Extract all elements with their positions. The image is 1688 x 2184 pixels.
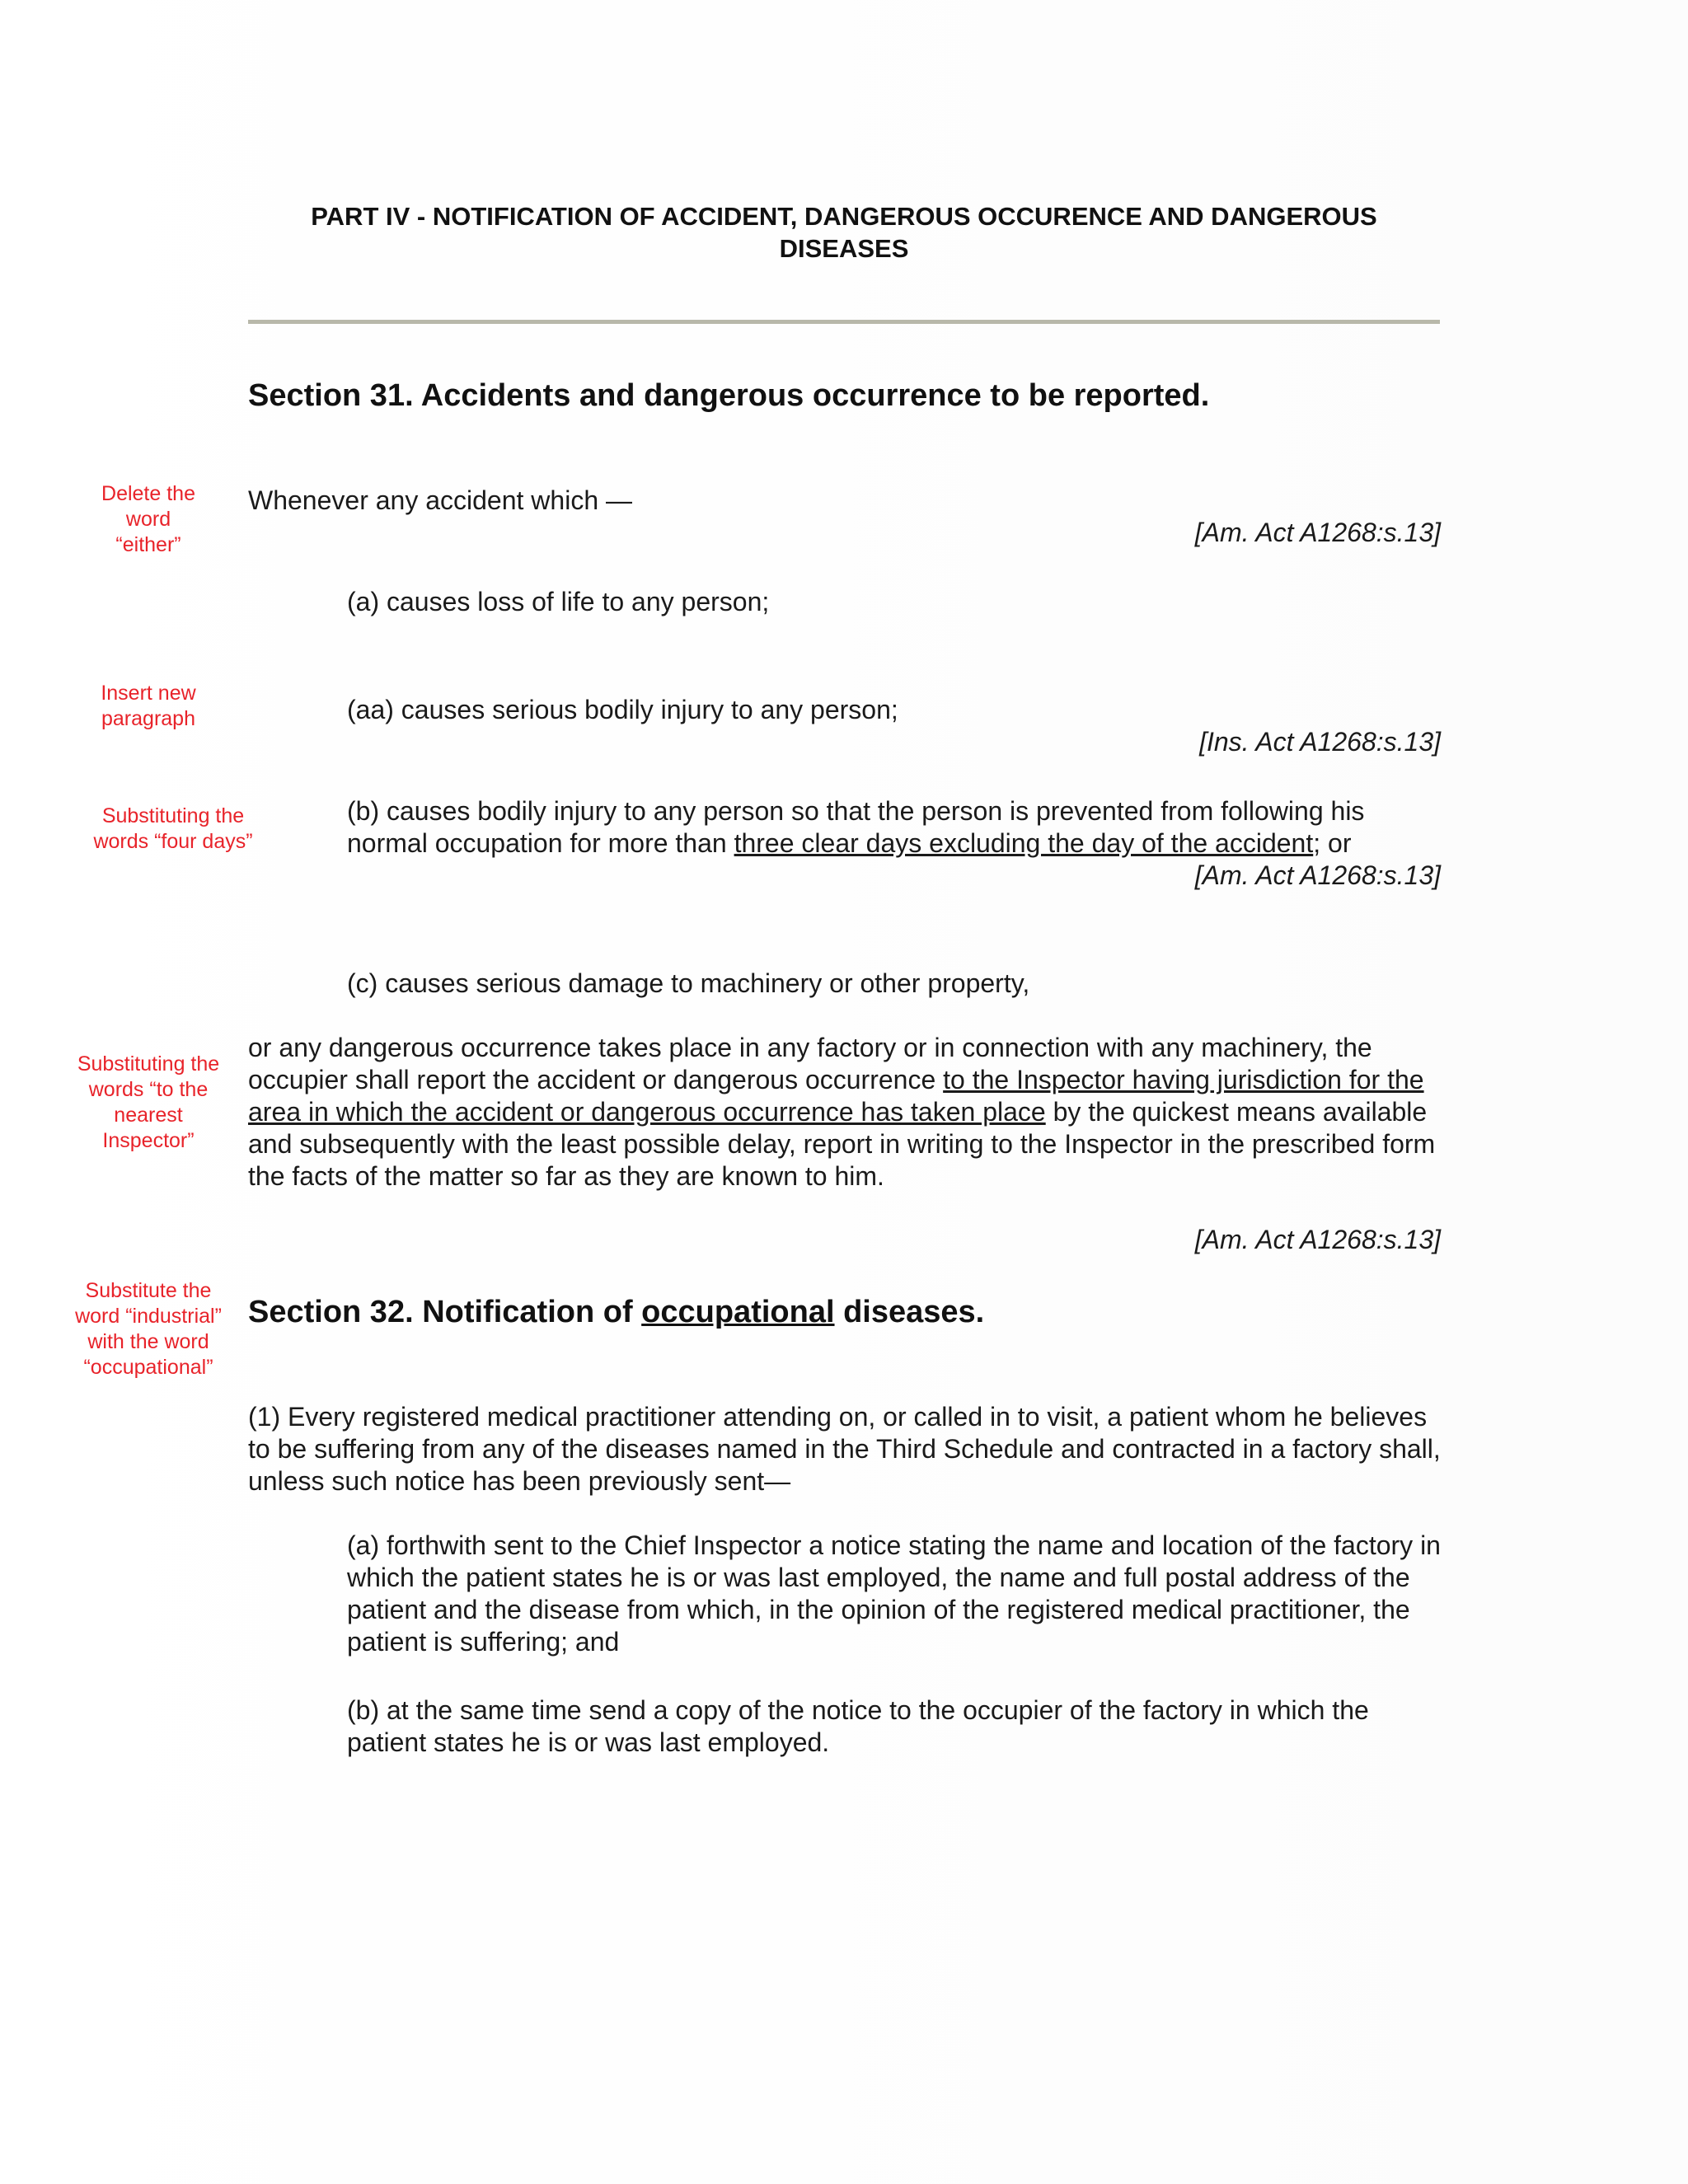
annotation-line: words “to the [88,1078,209,1101]
annotation-line: “occupational” [83,1356,213,1379]
annotation-delete-either [66,481,231,558]
section-32-heading-end: diseases. [834,1295,985,1329]
paragraph-b-ending: ; or [1313,828,1352,858]
paragraph-b-citation: [Am. Act A1268:s.13] [1194,860,1441,890]
closing-text-end: by the quickest means available and subsequently with the least possible delay, report in writing to the Inspector in the prescribed form the facts of the matter so far as they are known to him. [248,1097,1436,1191]
annotation-line: Inspector” [102,1129,195,1152]
annotation-line: word “industrial” [75,1305,222,1328]
annotation-line: words “four days” [93,830,253,853]
annotation-line: with the word [87,1330,209,1353]
annotation-four-days [74,804,272,855]
section-31-closing [248,1032,1441,1193]
closing-text: or any dangerous occurrence takes place in any factory or in connection with any machinery, the occupier shall report the accident or dangerous occurrence [248,1033,1372,1094]
section-32-heading [248,1293,984,1331]
annotation-line: Substituting the [77,1052,220,1076]
annotation-line: Substitute the [85,1279,212,1302]
annotation-line: word [125,508,171,531]
section-32-heading-text: Section 32. Notification of [248,1295,642,1329]
section-32-paragraph-1a: (a) forthwith sent to the Chief Inspector a notice stating the name and location of the factory in which the patient states he is or was last employed, the name and full postal address of the patient and the disease from which, in the opinion of the registered medical practitioner, the patient is suffering; and [347,1530,1441,1657]
annotation-nearest-inspector [59,1052,237,1154]
annotation-insert-paragraph [66,681,231,732]
annotation-occupational [59,1278,237,1380]
paragraph-aa-citation: [Ins. Act A1268:s.13] [1199,727,1441,757]
part-title [247,200,1441,265]
annotation-line: Insert new [101,682,196,705]
annotation-line: Substituting the [101,804,245,827]
annotation-line: paragraph [101,707,195,730]
section-31-intro-citation: [Am. Act A1268:s.13] [1194,518,1441,547]
section-32-heading-amended-word: occupational [641,1295,835,1329]
paragraph-aa: (aa) causes serious bodily injury to any person; [347,695,898,724]
paragraph-b-text: (b) causes bodily injury to any person so that the person is prevented from following his normal occupation for more than [347,796,1365,858]
section-32-paragraph-1: (1) Every registered medical practitioner attending on, or called in to visit, a patient whom he believes to be suffering from any of the diseases named in the Third Schedule and contracted in a factory shall, unless such notice has been previously sent— [248,1402,1441,1496]
section-31-closing-citation: [Am. Act A1268:s.13] [1194,1225,1441,1254]
part-title-line-1: PART IV - NOTIFICATION OF ACCIDENT, DANGEROUS OCCURENCE AND DANGEROUS [311,202,1377,231]
closing-amended-text: to the Inspector having jurisdiction for the area in which the accident or dangerous occurrence has taken place [248,1065,1424,1127]
section-31-heading: Section 31. Accidents and dangerous occurrence to be reported. [248,378,1210,413]
paragraph-c: (c) causes serious damage to machinery or other property, [347,968,1030,998]
section-32-paragraph-1b: (b) at the same time send a copy of the notice to the occupier of the factory in which the patient states he is or was last employed. [347,1695,1369,1757]
paragraph-b-amended-text: three clear days excluding the day of the accident [734,828,1314,858]
section-31-intro: Whenever any accident which — [248,485,632,515]
horizontal-rule [248,320,1440,324]
annotation-line: “either” [115,533,181,556]
annotation-line: Delete the [101,482,195,505]
part-title-line-2: DISEASES [779,234,909,263]
annotation-line: nearest [114,1104,183,1127]
paragraph-b [347,795,1441,860]
paragraph-a: (a) causes loss of life to any person; [347,587,770,616]
